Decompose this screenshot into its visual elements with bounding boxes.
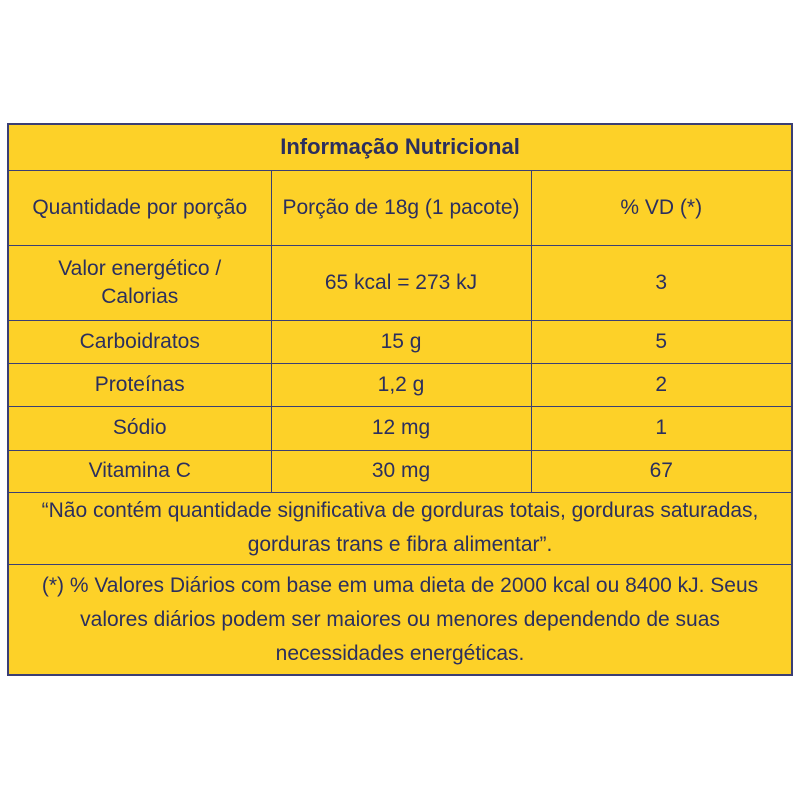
- table-row: [9, 363, 791, 406]
- nutrient-amount: 1,2 g: [271, 363, 531, 406]
- nutrient-amount: 15 g: [271, 320, 531, 363]
- header-row: [9, 170, 791, 245]
- nutrient-amount: 12 mg: [271, 406, 531, 450]
- table-row: [9, 320, 791, 363]
- header-quantity-per-portion: Quantidade por porção: [9, 170, 271, 245]
- footnote-row: [9, 564, 791, 675]
- table-row: [9, 406, 791, 450]
- header-portion-size: Porção de 18g (1 pacote): [271, 170, 531, 245]
- nutrient-daily-value: 5: [531, 320, 791, 363]
- nutrient-daily-value: 3: [531, 245, 791, 320]
- table-row: [9, 450, 791, 492]
- nutrient-amount: 65 kcal = 273 kJ: [271, 245, 531, 320]
- nutrient-daily-value: 67: [531, 450, 791, 492]
- nutrient-amount: 30 mg: [271, 450, 531, 492]
- nutrient-daily-value: 2: [531, 363, 791, 406]
- footnote-daily-values: (*) % Valores Diários com base em uma dieta de 2000 kcal ou 8400 kJ. Seus valores diários podem ser maiores ou menores dependendo de suas necessidades energéticas.: [9, 564, 791, 675]
- nutrient-name: Carboidratos: [9, 320, 271, 363]
- nutrient-daily-value: 1: [531, 406, 791, 450]
- footnote-not-contains: “Não contém quantidade significativa de gorduras totais, gorduras saturadas, gorduras trans e fibra alimentar”.: [9, 492, 791, 564]
- nutrition-facts-label: [7, 123, 793, 676]
- table-row: [9, 245, 791, 320]
- nutrient-name: Valor energético / Calorias: [9, 245, 271, 320]
- nutrient-name: Vitamina C: [9, 450, 271, 492]
- footnote-row: [9, 492, 791, 564]
- nutrition-table: [9, 125, 791, 675]
- nutrient-name: Sódio: [9, 406, 271, 450]
- header-daily-value: % VD (*): [531, 170, 791, 245]
- title-row: [9, 125, 791, 170]
- nutrient-name: Proteínas: [9, 363, 271, 406]
- table-title: Informação Nutricional: [9, 125, 791, 170]
